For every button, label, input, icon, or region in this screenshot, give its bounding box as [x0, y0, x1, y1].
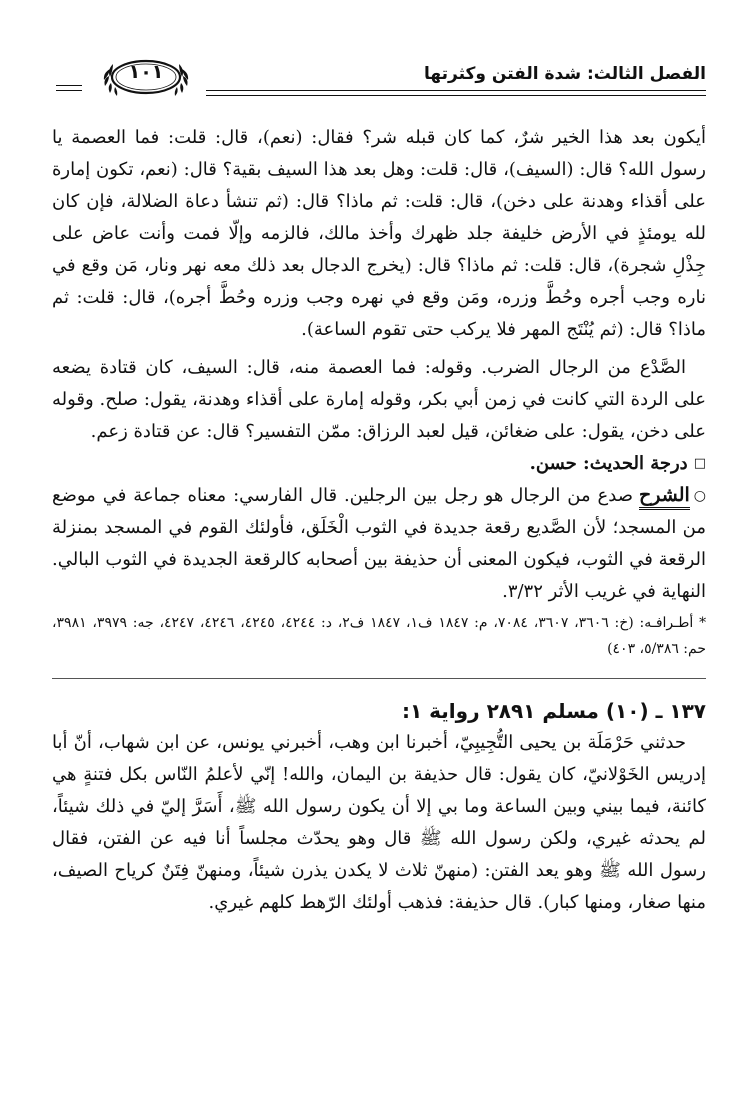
header-rule-top	[206, 90, 706, 91]
page-number-ornament	[91, 56, 201, 98]
header-rule-bottom	[206, 95, 706, 96]
page-body	[52, 122, 706, 919]
sharh-label: الشرح	[639, 483, 690, 510]
circle-bullet-icon: ○	[693, 488, 706, 504]
grade-text: درجة الحديث: حسن.	[529, 453, 688, 474]
hadith-heading: ١٣٧ ـ (١٠) مسلم ٢٨٩١ رواية ١:	[401, 699, 706, 723]
hadith-text: حدثني حَرْمَلَة بن يحيى التُّجِيبِيّ، أخبرنا ابن وهب، أخبرني يونس، عن ابن شهاب، أنّ أبا إدريس الخَوْلانيّ، كان يقول: قال حذيفة بن اليمان، والله! إنّي لأعلمُ النّاس بكل فتنةٍ هي كائنة، فيما بيني وبين الساعة وما بي إلا أن يكون رسول الله ﷺ، أَسَرَّ إليّ في ذلك شيئاً، لم يحدثه غيري، ولكن رسول الله ﷺ قال وهو يحدّث مجلساً أنا فيه عن الفتن، فقال رسول الله ﷺ وهو يعد الفتن: (منهنّ ثلاث لا يكدن يذرن شيئاً، ومنهنّ فِتَنٌ كرياح الصيف، منها صغار، ومنها كبار). قال حذيفة: فذهب أولئك الرّهط كلهم غيري.	[52, 732, 706, 913]
sharh-text: صدع من الرجال هو رجل بين الرجلين. قال الفارسي: معناه جماعة في موضع من المسجد؛ لأن الصَّديع رقعة جديدة في الثوب الْخَلَق، فأولئك القوم في المسجد بمنزلة الرقعة في الثوب، فيكون المعنى أن حذيفة بين أصحابه كالرقعة الجديدة في الثوب البالي. النهاية في غريب الأثر ٣/٣٢.	[52, 485, 706, 602]
chapter-title: الفصل الثالث: شدة الفتن وكثرتها	[424, 64, 706, 84]
atraf-references: * أطـرافـه: (خ: ٣٦٠٦، ٣٦٠٧، ٧٠٨٤، م: ١٨٤٧ ف١، ١٨٤٧ ف٢، د: ٤٢٤٤، ٤٢٤٥، ٤٢٤٦، ٤٢٤٧، جه: ٣٩٧٩، ٣٩٨١، حم: ٥/٣٨٦، ٤٠٣)	[52, 615, 707, 657]
section-divider	[52, 678, 706, 679]
page-number: ١٠١	[128, 61, 164, 83]
hadith-commentary: الصَّدْع من الرجال الضرب. وقوله: فما العصمة منه، قال: السيف، كان قتادة يضعه على الردة التي كانت في زمن أبي بكر، وقوله إمارة على أقذاء وهدنة، يقول: صلح. وقوله على دخن، يقول: على ضغائن، قيل لعبد الرزاق: ممّن التفسير؟ قال: عن قتادة زعم.	[52, 357, 706, 442]
header-dash-bottom	[56, 90, 82, 91]
sharh-paragraph	[52, 480, 706, 608]
square-bullet-icon: □	[693, 456, 706, 471]
hadith-continuation: أيكون بعد هذا الخير شرٌ، كما كان قبله شر؟ فقال: (نعم)، قال: قلت: فما العصمة يا رسول الله؟ قال: (السيف)، قال: قلت: وهل بعد هذا السيف بقية؟ قال: (نعم، تكون إمارة على أقذاء وهدنة على دخن)، قال: قلت: ثم ماذا؟ قال: (ثم تنشأ دعاة الضلالة، فإن كان لله يومئذٍ في الأرض خليفة جلد ظهرك وأخذ مالك، فالزمه وإلّا فمت وأنت عاض على جِذْلِ شجرة)، قال: قلت: ثم ماذا؟ قال: (يخرج الدجال بعد ذلك معه نهر ونار، مَن وقع في ناره وجب أجره وحُطَّ وزره، ومَن وقع في نهره وجب وزره وحُطَّ أجره)، قال: قلت: ثم ماذا؟ قال: (ثم يُنْتَج المهر فلا يركب حتى تقوم الساعة).	[52, 127, 706, 340]
page-header	[96, 62, 706, 102]
hadith-grade	[52, 448, 706, 480]
header-dash-top	[56, 85, 82, 86]
